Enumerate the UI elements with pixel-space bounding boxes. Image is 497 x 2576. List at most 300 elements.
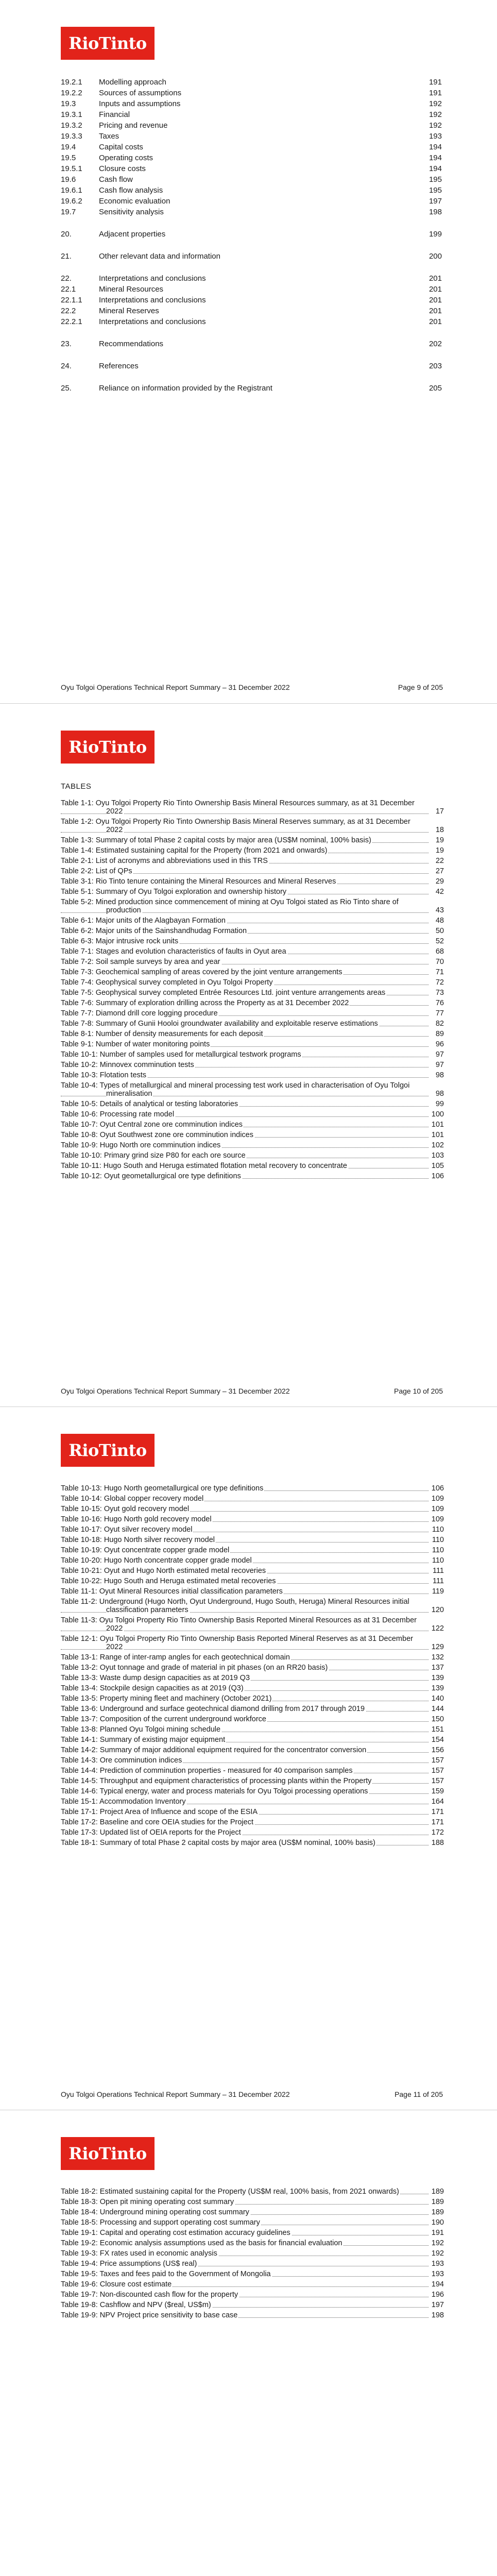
table-list-entry[interactable] [61, 1151, 444, 1160]
table-list-entry-page: 189 [429, 2208, 444, 2216]
table-list-entry-title: Table 10-16: Hugo North gold recovery model [61, 1515, 212, 1523]
toc-section-title: Interpretations and conclusions [99, 274, 206, 283]
toc-page-number: 191 [429, 78, 442, 87]
table-list-entry[interactable] [61, 1141, 444, 1149]
table-list-entry[interactable] [61, 888, 444, 896]
table-list-entry[interactable] [61, 1598, 444, 1614]
table-list-entry-page: 27 [429, 867, 444, 875]
table-list-entry-title: Table 10-12: Oyut geometallurgical ore type definitions [61, 1172, 241, 1180]
table-list-entry[interactable] [61, 1040, 444, 1048]
table-list-entry-page: 68 [429, 947, 444, 956]
table-list-entry[interactable] [61, 1616, 444, 1633]
table-list-entry[interactable] [61, 1009, 444, 1018]
tables-heading: TABLES [61, 782, 92, 791]
table-list-entry-title: Table 1-1: Oyu Tolgoi Property Rio Tinto Ownership Basis Mineral Resources summary, as at 31 December 2022 [61, 799, 415, 816]
table-list-entry-title-wrap [61, 1515, 429, 1523]
toc-page-number: 203 [429, 362, 442, 370]
toc-page-number: 201 [429, 274, 442, 283]
table-list-entry-page: 197 [429, 2301, 444, 2309]
rio-tinto-logo: RioTinto [61, 731, 155, 764]
table-list-entry[interactable] [61, 2188, 444, 2196]
table-list-entry-title-wrap [61, 1162, 429, 1170]
toc-entry[interactable] [61, 196, 442, 207]
table-list-entry-page: 110 [429, 1546, 444, 1554]
toc-section-number: 24. [61, 362, 72, 370]
table-list-entry-title-wrap [61, 1684, 429, 1692]
toc-page-number: 194 [429, 154, 442, 162]
table-list-entry[interactable] [61, 877, 444, 886]
table-list-entry[interactable] [61, 1131, 444, 1139]
table-list-entry-page: 144 [429, 1705, 444, 1713]
table-list-entry-title-wrap [61, 2260, 429, 2268]
table-list-entry-title: Table 12-1: Oyu Tolgoi Property Rio Tinto Ownership Basis Reported Mineral Reserves as at 31 December 2022 [61, 1635, 413, 1651]
page-10 [0, 703, 497, 1406]
table-list-entry-title-wrap [61, 968, 429, 976]
table-list-entry-page: 111 [429, 1577, 444, 1585]
toc-entry[interactable] [61, 185, 442, 196]
table-list-entry-page: 99 [429, 1100, 444, 1108]
table-list-entry[interactable] [61, 1808, 444, 1816]
table-list-entry[interactable] [61, 1577, 444, 1585]
table-list-entry[interactable] [61, 818, 444, 834]
table-list-entry-title: Table 17-2: Baseline and core OEIA studies for the Project [61, 1818, 253, 1826]
table-list-entry[interactable] [61, 927, 444, 935]
table-list-entry-page: 82 [429, 1020, 444, 1028]
table-list-entry[interactable] [61, 1715, 444, 1723]
table-list-entry-title-wrap [61, 937, 429, 945]
toc-page-number: 201 [429, 317, 442, 326]
table-list-entry-page: 102 [429, 1141, 444, 1149]
table-list-entry-title-wrap [61, 1839, 429, 1847]
table-list-entry-page: 109 [429, 1505, 444, 1513]
table-list-entry-title-wrap [61, 2311, 429, 2319]
toc-section-title: Reliance on information provided by the Registrant [99, 384, 272, 393]
table-list-entry[interactable] [61, 968, 444, 976]
toc-section-title: Economic evaluation [99, 197, 170, 206]
table-list-entry[interactable] [61, 947, 444, 956]
table-list-entry-title: Table 17-1: Project Area of Influence and scope of the ESIA [61, 1808, 258, 1816]
table-list-entry-title-wrap [61, 2301, 429, 2309]
table-list-entry-title: Table 18-4: Underground mining operating cost summary [61, 2208, 249, 2216]
table-list-entry[interactable] [61, 2291, 444, 2299]
table-list-entry[interactable] [61, 1162, 444, 1170]
table-list-entry-page: 105 [429, 1162, 444, 1170]
table-list-entry-title-wrap [61, 1635, 429, 1651]
page-footer [61, 1387, 443, 1395]
table-list-entry-page: 19 [429, 846, 444, 855]
toc-section-number: 22.1 [61, 285, 76, 294]
toc-section-title: Sources of assumptions [99, 89, 182, 97]
toc-section-title: Other relevant data and information [99, 252, 220, 261]
table-list-entry-title-wrap [61, 898, 429, 914]
toc-section-title: Inputs and assumptions [99, 99, 181, 108]
table-list-entry-title: Table 14-3: Ore comminution indices [61, 1756, 182, 1765]
table-list-entry-title-wrap [61, 1808, 429, 1816]
table-list-entry[interactable] [61, 2270, 444, 2278]
table-list-entry[interactable] [61, 1061, 444, 1069]
table-list-entry[interactable] [61, 917, 444, 925]
table-list-entry[interactable] [61, 1694, 444, 1703]
table-list-entry-title-wrap [61, 1484, 429, 1493]
table-list-entry-page: 150 [429, 1715, 444, 1723]
table-list-entry[interactable] [61, 1546, 444, 1554]
table-list-entry[interactable] [61, 958, 444, 966]
table-list-entry[interactable] [61, 1484, 444, 1493]
table-list-entry-title: Table 7-3: Geochemical sampling of areas covered by the joint venture arrangements [61, 968, 342, 976]
table-list-entry[interactable] [61, 2260, 444, 2268]
table-list-entry-title: Table 14-5: Throughput and equipment characteristics of processing plants within the Property [61, 1777, 372, 1785]
table-list-entry-title: Table 19-9: NPV Project price sensitivity to base case [61, 2311, 238, 2319]
table-list-entry-title: Table 18-5: Processing and support operating cost summary [61, 2218, 260, 2227]
table-list-entry[interactable] [61, 1736, 444, 1744]
table-list-entry-title: Table 10-17: Oyut silver recovery model [61, 1526, 193, 1534]
toc-entry[interactable] [61, 88, 442, 99]
table-list-entry-title: Table 14-1: Summary of existing major equipment [61, 1736, 226, 1744]
table-list-entry-title-wrap [61, 1828, 429, 1837]
toc-page-number: 198 [429, 208, 442, 216]
table-list-entry-page: 43 [429, 906, 444, 914]
toc-entry[interactable] [61, 306, 442, 317]
rio-tinto-logo: RioTinto [61, 2137, 155, 2170]
table-list-entry-title-wrap [61, 2280, 429, 2289]
table-list-entry-title: Table 14-2: Summary of major additional equipment required for the concentrator conversion [61, 1746, 367, 1754]
table-list-entry-title-wrap [61, 1081, 429, 1098]
table-list-entry-title-wrap [61, 2198, 429, 2206]
toc-section-number: 23. [61, 340, 72, 348]
table-list-entry[interactable] [61, 1767, 444, 1775]
table-list-entry[interactable] [61, 2218, 444, 2227]
toc-section-title: Interpretations and conclusions [99, 317, 206, 326]
toc-section-number: 25. [61, 384, 72, 393]
table-list-entry-page: 189 [429, 2188, 444, 2196]
toc-entry[interactable] [61, 317, 442, 328]
table-list-entry[interactable] [61, 1030, 444, 1038]
table-list-entry[interactable] [61, 1818, 444, 1826]
table-list-entry[interactable] [61, 857, 444, 865]
toc-section-title: Capital costs [99, 143, 143, 151]
table-list-entry-page: 122 [429, 1624, 444, 1633]
table-list-entry-title: Table 14-6: Typical energy, water and process materials for Oyu Tolgoi processing operations [61, 1787, 368, 1795]
table-list-entry-title-wrap [61, 888, 429, 896]
toc-section-number: 19.5 [61, 154, 76, 162]
table-list-entry[interactable] [61, 1587, 444, 1596]
table-list-entry-page: 119 [429, 1587, 444, 1596]
table-list-entry[interactable] [61, 1664, 444, 1672]
table-list-entry-page: 191 [429, 2229, 444, 2237]
table-list-entry[interactable] [61, 2301, 444, 2309]
table-list-entry-title: Table 10-21: Oyut and Hugo North estimated metal recoveries [61, 1567, 266, 1575]
table-list-entry-title: Table 3-1: Rio Tinto tenure containing the Mineral Resources and Mineral Reserves [61, 877, 336, 886]
table-list-entry[interactable] [61, 1081, 444, 1098]
table-list-entry-title-wrap [61, 1577, 429, 1585]
list-of-tables [61, 2188, 444, 2321]
table-list-entry[interactable] [61, 1705, 444, 1713]
table-list-entry[interactable] [61, 1839, 444, 1847]
table-list-entry-title-wrap [61, 2218, 429, 2227]
table-list-entry-title: Table 11-3: Oyu Tolgoi Property Rio Tinto Ownership Basis Reported Mineral Resources as at 31 December 2022 [61, 1616, 417, 1633]
table-list-entry-page: 192 [429, 2249, 444, 2258]
toc-section-title: Taxes [99, 132, 119, 141]
table-list-entry-title: Table 10-14: Global copper recovery model [61, 1495, 204, 1503]
table-list-entry-page: 42 [429, 888, 444, 896]
table-list-entry-title: Table 10-22: Hugo South and Heruga estimated metal recoveries [61, 1577, 276, 1585]
table-list-entry-title: Table 10-2: Minnovex comminution tests [61, 1061, 194, 1069]
toc-entry[interactable] [61, 175, 442, 185]
page-footer [61, 2090, 443, 2098]
table-list-entry[interactable] [61, 2280, 444, 2289]
table-list-entry[interactable] [61, 1725, 444, 1734]
table-list-entry[interactable] [61, 2239, 444, 2247]
table-list-entry-title-wrap [61, 927, 429, 935]
toc-entry[interactable] [61, 361, 442, 372]
table-list-entry-page: 48 [429, 917, 444, 925]
table-list-entry-title: Table 10-3: Flotation tests [61, 1071, 147, 1079]
table-list-entry-title-wrap [61, 799, 429, 816]
table-list-entry-title: Table 11-1: Oyut Mineral Resources initial classification parameters [61, 1587, 283, 1596]
toc-page-number: 200 [429, 252, 442, 261]
table-list-entry-title-wrap [61, 1705, 429, 1713]
table-list-entry[interactable] [61, 1536, 444, 1544]
table-list-entry-title: Table 10-7: Oyut Central zone ore comminution indices [61, 1121, 243, 1129]
table-list-entry[interactable] [61, 1674, 444, 1682]
table-list-entry[interactable] [61, 836, 444, 844]
table-list-entry-title: Table 19-6: Closure cost estimate [61, 2280, 172, 2289]
list-of-tables [61, 1484, 444, 1849]
table-list-entry[interactable] [61, 1515, 444, 1523]
toc-entry[interactable] [61, 77, 442, 88]
table-list-entry-title-wrap [61, 1556, 429, 1565]
footer-page-number: Page 11 of 205 [395, 2090, 443, 2098]
table-list-entry[interactable] [61, 1777, 444, 1785]
table-list-entry-page: 120 [429, 1606, 444, 1614]
table-list-entry-title-wrap [61, 1061, 429, 1069]
toc-section-title: Closure costs [99, 164, 146, 173]
table-list-entry-title-wrap [61, 1172, 429, 1180]
table-list-entry-title: Table 5-2: Mined production since commencement of mining at Oyu Tolgoi stated as Rio Tinto share of production [61, 898, 399, 914]
table-list-entry-title-wrap [61, 989, 429, 997]
toc-entry[interactable] [61, 110, 442, 121]
table-list-entry-page: 129 [429, 1643, 444, 1651]
table-list-entry-title: Table 10-15: Oyut gold recovery model [61, 1505, 190, 1513]
table-list-entry-title-wrap [61, 1715, 429, 1723]
table-list-entry[interactable] [61, 1526, 444, 1534]
table-list-entry-page: 110 [429, 1526, 444, 1534]
table-list-entry-page: 18 [429, 826, 444, 834]
table-list-entry[interactable] [61, 846, 444, 855]
table-list-entry-title: Table 10-1: Number of samples used for metallurgical testwork programs [61, 1050, 301, 1059]
table-list-entry-title: Table 9-1: Number of water monitoring points [61, 1040, 210, 1048]
table-list-entry-page: 139 [429, 1684, 444, 1692]
table-list-entry-title: Table 19-2: Economic analysis assumptions used as the basis for financial evaluation [61, 2239, 342, 2247]
table-list-entry-title: Table 18-3: Open pit mining operating cost summary [61, 2198, 234, 2206]
table-list-entry-title-wrap [61, 1736, 429, 1744]
table-list-entry-page: 198 [429, 2311, 444, 2319]
toc-section-number: 22.1.1 [61, 296, 82, 304]
table-list-entry-page: 157 [429, 1756, 444, 1765]
table-list-entry[interactable] [61, 1653, 444, 1662]
toc-entry[interactable] [61, 99, 442, 110]
table-list-entry[interactable] [61, 2229, 444, 2237]
table-list-entry-title: Table 10-5: Details of analytical or testing laboratories [61, 1100, 238, 1108]
table-list-entry-title: Table 13-2: Oyut tonnage and grade of material in pit phases (on an RR20 basis) [61, 1664, 328, 1672]
table-list-entry[interactable] [61, 1756, 444, 1765]
table-list-entry-title: Table 18-2: Estimated sustaining capital for the Property (US$M real, 100% basis, from 2021 onwards) [61, 2188, 399, 2196]
table-list-entry-title: Table 7-6: Summary of exploration drilling across the Property as at 31 December 2022 [61, 999, 349, 1007]
table-list-entry-title-wrap [61, 1777, 429, 1785]
table-list-entry-title: Table 6-2: Major units of the Sainshandhudag Formation [61, 927, 247, 935]
table-list-entry[interactable] [61, 1172, 444, 1180]
table-list-entry[interactable] [61, 1020, 444, 1028]
toc-entry[interactable] [61, 164, 442, 175]
rio-tinto-logo: RioTinto [61, 27, 155, 60]
toc-section-number: 19.3 [61, 99, 76, 108]
toc-page-number: 191 [429, 89, 442, 97]
table-list-entry[interactable] [61, 1635, 444, 1651]
table-list-entry-page: 193 [429, 2270, 444, 2278]
table-list-entry-title-wrap [61, 1694, 429, 1703]
table-list-entry[interactable] [61, 1746, 444, 1754]
table-list-entry-page: 157 [429, 1767, 444, 1775]
table-list-entry[interactable] [61, 1684, 444, 1692]
table-list-entry-title-wrap [61, 1653, 429, 1662]
table-list-entry[interactable] [61, 999, 444, 1007]
table-list-entry-page: 164 [429, 1798, 444, 1806]
table-list-entry-page: 159 [429, 1787, 444, 1795]
table-list-entry[interactable] [61, 1110, 444, 1118]
toc-section-title: Cash flow analysis [99, 186, 163, 195]
rio-tinto-logo: RioTinto [61, 1434, 155, 1467]
toc-section-number: 19.7 [61, 208, 76, 216]
toc-entry[interactable] [61, 207, 442, 218]
toc-entry[interactable] [61, 121, 442, 131]
table-list-entry-title-wrap [61, 2188, 429, 2196]
table-list-entry-title: Table 10-11: Hugo South and Heruga estimated flotation metal recovery to concentrate [61, 1162, 347, 1170]
toc-entry[interactable] [61, 153, 442, 164]
table-list-entry-title: Table 13-3: Waste dump design capacities as at 2019 Q3 [61, 1674, 250, 1682]
toc-page-number: 195 [429, 175, 442, 184]
table-list-entry-title-wrap [61, 999, 429, 1007]
table-list-entry-page: 140 [429, 1694, 444, 1703]
table-list-entry-page: 188 [429, 1839, 444, 1847]
table-list-entry-title-wrap [61, 1030, 429, 1038]
table-list-entry-title: Table 19-1: Capital and operating cost estimation accuracy guidelines [61, 2229, 290, 2237]
table-list-entry[interactable] [61, 989, 444, 997]
table-list-entry-title-wrap [61, 818, 429, 834]
toc-entry[interactable] [61, 274, 442, 284]
table-list-entry-page: 109 [429, 1515, 444, 1523]
toc-entry[interactable] [61, 339, 442, 350]
toc-section-number: 22.2.1 [61, 317, 82, 326]
table-list-entry-page: 171 [429, 1808, 444, 1816]
table-list-entry-title-wrap [61, 1040, 429, 1048]
table-list-entry-title: Table 7-4: Geophysical survey completed in Oyu Tolgoi Property [61, 978, 273, 987]
table-list-entry-page: 109 [429, 1495, 444, 1503]
table-list-entry[interactable] [61, 1121, 444, 1129]
table-list-entry[interactable] [61, 1787, 444, 1795]
table-list-entry[interactable] [61, 799, 444, 816]
table-list-entry[interactable] [61, 1505, 444, 1513]
table-list-entry-page: 151 [429, 1725, 444, 1734]
table-list-entry-page: 70 [429, 958, 444, 966]
toc-page-number: 202 [429, 340, 442, 348]
table-list-entry-title: Table 19-5: Taxes and fees paid to the Government of Mongolia [61, 2270, 271, 2278]
toc-section-number: 19.3.1 [61, 110, 82, 119]
table-list-entry-title-wrap [61, 1767, 429, 1775]
toc-section-number: 19.3.2 [61, 121, 82, 130]
table-list-entry-page: 50 [429, 927, 444, 935]
table-list-entry[interactable] [61, 1556, 444, 1565]
table-list-entry-title-wrap [61, 1818, 429, 1826]
toc-section-title: Modelling approach [99, 78, 166, 87]
table-list-entry-title: Table 19-8: Cashflow and NPV ($real, US$m) [61, 2301, 211, 2309]
table-list-entry-title: Table 7-2: Soil sample surveys by area and year [61, 958, 220, 966]
table-list-entry-title-wrap [61, 1131, 429, 1139]
table-list-entry-title-wrap [61, 1598, 429, 1614]
table-list-entry-title-wrap [61, 1121, 429, 1129]
toc-section-title: Financial [99, 110, 130, 119]
table-list-entry[interactable] [61, 1798, 444, 1806]
table-list-entry-page: 172 [429, 1828, 444, 1837]
toc-page-number: 197 [429, 197, 442, 206]
table-list-entry-page: 156 [429, 1746, 444, 1754]
table-list-entry-title-wrap [61, 1495, 429, 1503]
table-list-entry-title-wrap [61, 1546, 429, 1554]
table-list-entry[interactable] [61, 867, 444, 875]
toc-page-number: 201 [429, 285, 442, 294]
toc-entry[interactable] [61, 131, 442, 142]
table-list-entry-page: 192 [429, 2239, 444, 2247]
table-list-entry-page: 157 [429, 1777, 444, 1785]
table-list-entry[interactable] [61, 978, 444, 987]
table-list-entry[interactable] [61, 2311, 444, 2319]
table-list-entry[interactable] [61, 2208, 444, 2216]
table-list-entry[interactable] [61, 1050, 444, 1059]
table-list-entry[interactable] [61, 2249, 444, 2258]
table-list-entry[interactable] [61, 1828, 444, 1837]
toc-entry[interactable] [61, 295, 442, 306]
toc-entry[interactable] [61, 229, 442, 240]
table-list-entry-title: Table 10-8: Oyut Southwest zone ore comminution indices [61, 1131, 253, 1139]
table-list-entry-title: Table 7-7: Diamond drill core logging procedure [61, 1009, 218, 1018]
table-list-entry[interactable] [61, 1495, 444, 1503]
table-list-entry-page: 96 [429, 1040, 444, 1048]
table-list-entry[interactable] [61, 1567, 444, 1575]
table-list-entry-page: 103 [429, 1151, 444, 1160]
toc-entry[interactable] [61, 251, 442, 262]
table-list-entry-title-wrap [61, 1009, 429, 1018]
table-list-entry-title-wrap [61, 917, 429, 925]
table-list-entry[interactable] [61, 937, 444, 945]
table-list-entry[interactable] [61, 1071, 444, 1079]
toc-section-number: 19.6.2 [61, 197, 82, 206]
toc-section-title: Interpretations and conclusions [99, 296, 206, 304]
toc-entry[interactable] [61, 142, 442, 153]
table-list-entry-page: 101 [429, 1131, 444, 1139]
toc-entry[interactable] [61, 284, 442, 295]
table-list-entry-title: Table 10-18: Hugo North silver recovery model [61, 1536, 215, 1544]
table-list-entry[interactable] [61, 898, 444, 914]
table-list-entry-title: Table 18-1: Summary of total Phase 2 capital costs by major area (US$M nominal, 100% basis) [61, 1839, 375, 1847]
table-list-entry[interactable] [61, 1100, 444, 1108]
table-list-entry-title-wrap [61, 2208, 429, 2216]
table-list-entry[interactable] [61, 2198, 444, 2206]
table-list-entry-page: 89 [429, 1030, 444, 1038]
table-list-entry-title-wrap [61, 978, 429, 987]
toc-page-number: 201 [429, 296, 442, 304]
toc-entry[interactable] [61, 383, 442, 394]
table-list-entry-title-wrap [61, 1674, 429, 1682]
toc-page-number: 205 [429, 384, 442, 393]
